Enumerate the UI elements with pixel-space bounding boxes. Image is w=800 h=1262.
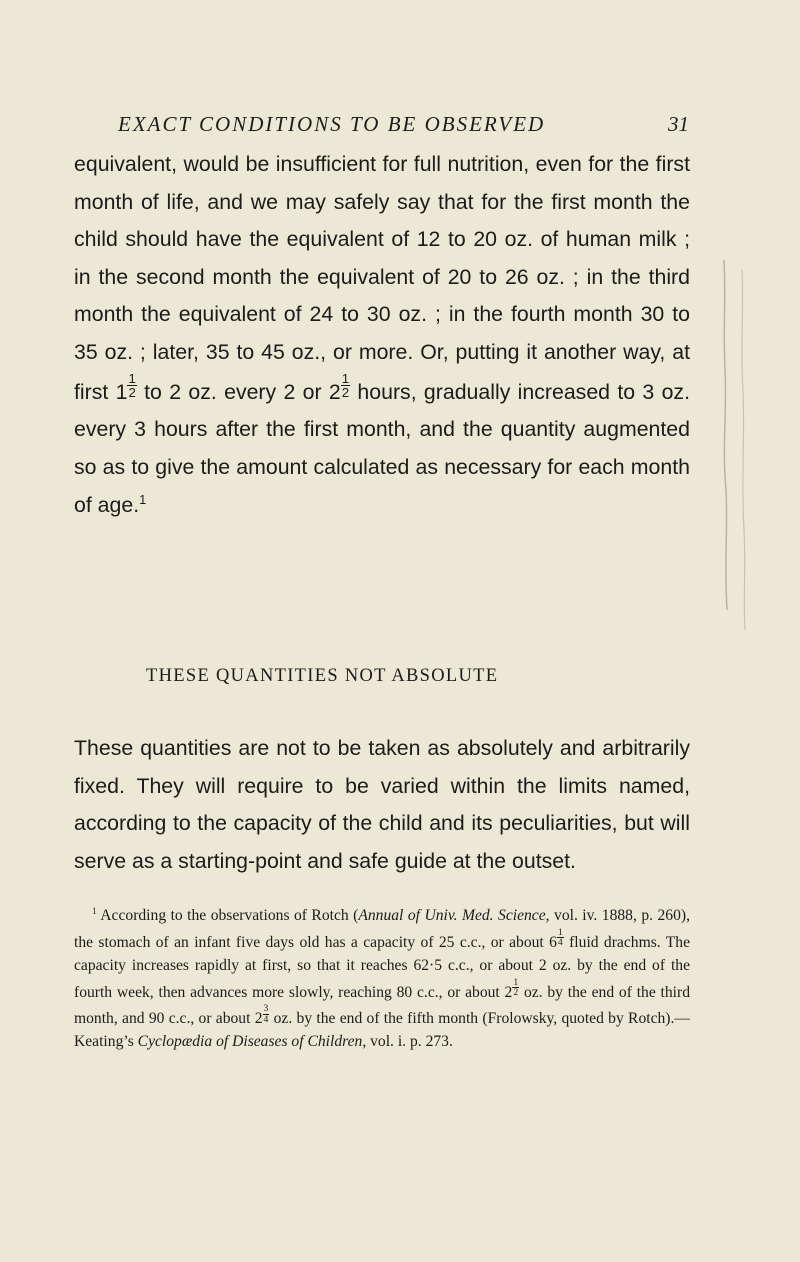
book-title: Cyclopædia of Diseases of Children [137,1033,363,1051]
fraction-one-quarter: $\frac{1}{4}$ [557,926,563,949]
paragraph-text: hours, gradually increased to 3 oz. every 3 hours after the first month, and the quantity augmented so as to give the amount calculated as necessary for each month of age. [74,379,690,517]
page-edge-shadow [716,240,768,640]
section-heading: THESE QUANTITIES NOT ABSOLUTE [146,666,499,686]
fraction-three-quarters: $\frac{3}{4}$ [263,1003,269,1026]
journal-title: Annual of Univ. Med. Science [358,907,546,924]
footnote: $^1$ According to the observations of Rotch (Annual of Univ. Med. Science, vol. iv. 1888, p. 260), the stomach of an infant five days old has a capacity of 25 c.c., or about 6 $\frac{1}{4}$ fluid drachms. The capacity increases rapidly at first, so that it reaches 62·5 c.c., or about 2 oz. by the end of the fourth week, then advances more slowly, reaching 80 c.c., or about 2 $\frac{1}{2}$ oz. by the end of the third month, and 90 c.c., or about 2 $\frac{3}{4}$ oz. by the end of the fifth month (Frolowsky, quoted by Rotch).— Keating’s Cyclopædia of Diseases of Children, vol. i. p. 273. [74,906,690,1051]
paragraph-text: to 2 oz. every 2 or 2 [136,379,341,404]
page-number: 31 [668,112,689,136]
running-head-title: EXACT CONDITIONS TO BE OBSERVED [118,112,546,136]
fraction-one-half: $\frac{1}{2}$ [513,976,519,999]
paragraph-quantities-not-absolute: These quantities are not to be taken as absolutely and arbitrarily fixed. They will require to be varied within the limits named, according to the capacity of the child and its peculiarities, but will serve as a starting-point and safe guide at the outset. [74,736,690,873]
paragraph-feeding-quantities [74,146,690,524]
footnote-marker: 1 [92,906,97,917]
fraction-one-half: $\frac{1}{2}$ [341,370,350,400]
paragraph-text: equivalent, would be insufficient for full nutrition, even for the first month of life, and we may safely say that for the first month the child should have the equivalent of 12 to 20 oz. of human milk ; in the second month the equivalent of 20 to 26 oz. ; in the third month the equivalent of 24 to 30 oz. ; in the fourth month 30 to 35 oz. ; later, 35 to 45 oz., or more. Or, putting it another way, at first 1 [74,152,690,404]
fraction-one-half: $\frac{1}{2}$ [128,370,136,400]
footnote-reference: 1 [139,491,147,507]
